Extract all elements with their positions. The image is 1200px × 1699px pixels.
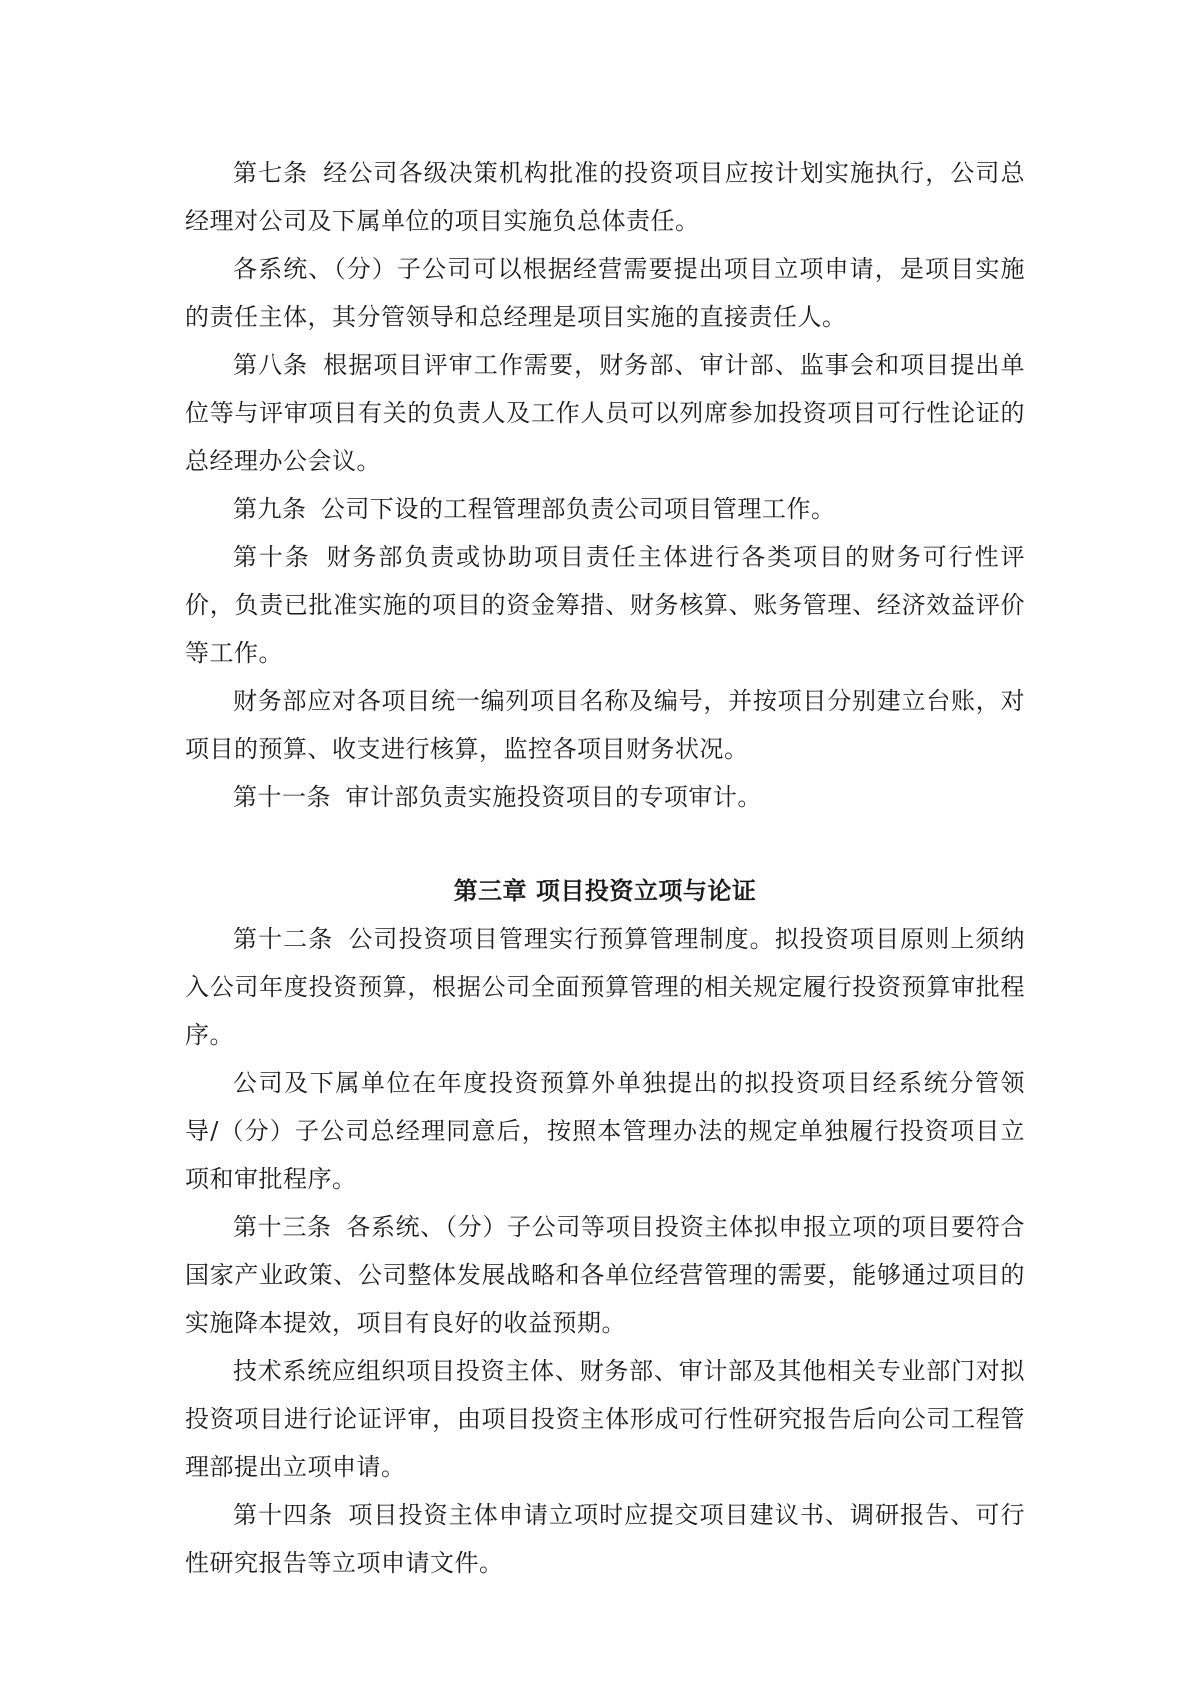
article-11: [185, 773, 1025, 821]
article-text: 根据项目评审工作需要，财务部、审计部、监事会和项目提出单位等与评审项目有关的负责人及工作人员可以列席参加投资项目可行性论证的总经理办公会议。: [185, 351, 1026, 475]
article-7-paragraph-2: [185, 245, 1025, 341]
article-8: [185, 341, 1025, 485]
article-text: 公司下设的工程管理部负责公司项目管理工作。: [320, 495, 836, 523]
document-body: [185, 149, 1025, 1587]
article-label: 第十四条: [233, 1501, 334, 1529]
article-12: [185, 915, 1025, 1059]
paragraph-text: 技术系统应组织项目投资主体、财务部、审计部及其他相关专业部门对拟投资项目进行论证评审，由项目投资主体形成可行性研究报告后向公司工程管理部提出立项申请。: [185, 1357, 1025, 1481]
chapter-heading: 第三章 项目投资立项与论证: [453, 876, 757, 905]
article-13-paragraph-2: [185, 1347, 1025, 1491]
article-label: 第十条: [233, 543, 311, 571]
article-text: 财务部负责或协助项目责任主体进行各类项目的财务可行性评价，负责已批准实施的项目的资金筹措、财务核算、账务管理、经济效益评价等工作。: [185, 543, 1026, 667]
article-text: 各系统、（分）子公司等项目投资主体拟申报立项的项目要符合国家产业政策、公司整体发展战略和各单位经营管理的需要，能够通过项目的实施降本提效，项目有良好的收益预期。: [185, 1213, 1025, 1337]
article-label: 第九条: [233, 495, 307, 523]
article-text: 项目投资主体申请立项时应提交项目建议书、调研报告、可行性研究报告等立项申请文件。: [185, 1501, 1026, 1577]
article-label: 第十二条: [233, 925, 334, 953]
article-14: [185, 1491, 1025, 1587]
article-text: 公司投资项目管理实行预算管理制度。拟投资项目原则上须纳入公司年度投资预算，根据公司全面预算管理的相关规定履行投资预算审批程序。: [185, 925, 1026, 1049]
article-12-paragraph-2: [185, 1059, 1025, 1203]
article-label: 第八条: [233, 351, 309, 379]
article-label: 第十三条: [233, 1213, 332, 1241]
article-7: [185, 149, 1025, 245]
paragraph-text: 公司及下属单位在年度投资预算外单独提出的拟投资项目经系统分管领导/（分）子公司总经理同意后，按照本管理办法的规定单独履行投资项目立项和审批程序。: [185, 1069, 1025, 1193]
article-13: [185, 1203, 1025, 1347]
article-10: [185, 533, 1025, 677]
paragraph-text: 财务部应对各项目统一编列项目名称及编号，并按项目分别建立台账，对项目的预算、收支进行核算，监控各项目财务状况。: [185, 687, 1025, 763]
paragraph-text: 各系统、（分）子公司可以根据经营需要提出项目立项申请，是项目实施的责任主体，其分管领导和总经理是项目实施的直接责任人。: [185, 255, 1025, 331]
article-text: 审计部负责实施投资项目的专项审计。: [345, 783, 762, 811]
article-10-paragraph-2: [185, 677, 1025, 773]
article-text: 经公司各级决策机构批准的投资项目应按计划实施执行，公司总经理对公司及下属单位的项目实施负总体责任。: [185, 159, 1026, 235]
article-label: 第十一条: [233, 783, 331, 811]
article-label: 第七条: [233, 159, 309, 187]
article-9: [185, 485, 1025, 533]
